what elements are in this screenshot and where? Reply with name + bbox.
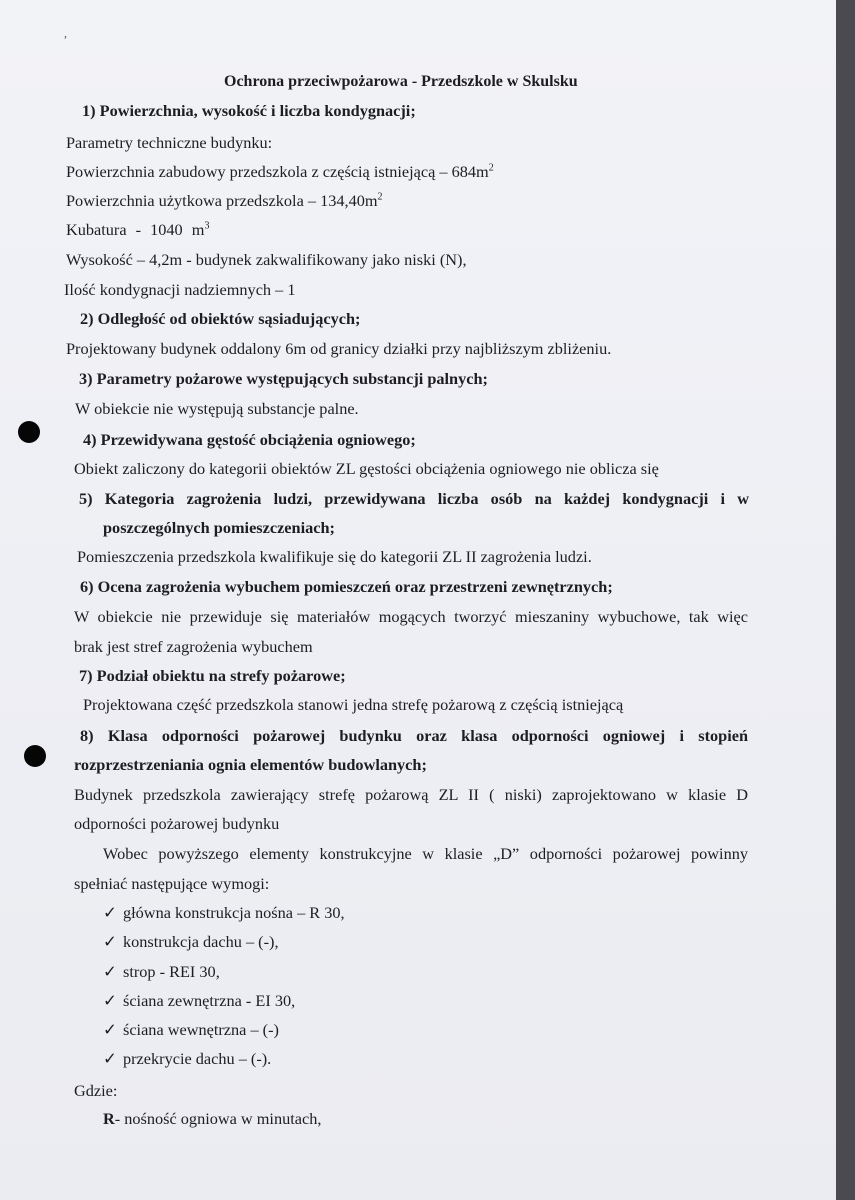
section-4-text: Obiekt zaliczony do kategorii obiektów ZL gęstości obciążenia ogniowego nie oblicza się [74,459,659,478]
area-usable-text: Powierzchnia użytkowa przedszkola – 134,40m [66,191,378,210]
check-mark-icon: ✓ [103,1049,117,1068]
area-built-text: Powierzchnia zabudowy przedszkola z częścią istniejącą – 684m [66,162,489,181]
where-label: Gdzie: [74,1081,118,1100]
document-title: Ochrona przeciwpożarowa - Przedszkole w Skulsku [224,73,578,90]
check-mark-icon: ✓ [103,962,117,981]
section-8-text-line-2: odporności pożarowej budynku [74,814,280,833]
section-3-text: W obiekcie nie występują substancje palne. [75,399,359,418]
section-5-text: Pomieszczenia przedszkola kwalifikuje się do kategorii ZL II zagrożenia ludzi. [77,547,592,566]
check-mark-icon: ✓ [103,903,117,922]
volume-exponent: 3 [204,220,210,232]
section-7-text: Projektowana część przedszkola stanowi jedna strefę pożarową z częścią istniejącą [83,695,624,714]
check-mark-icon: ✓ [103,1020,117,1039]
checklist-item-text: ściana wewnętrzna – (-) [123,1020,279,1039]
legend-r [103,1109,321,1129]
checklist-item [103,903,345,923]
section-8-heading-line-2: rozprzestrzeniania ognia elementów budowlanych; [74,755,427,774]
section-8-paragraph-2-line-2: spełniać następujące wymogi: [74,874,270,893]
checklist-item-text: przekrycie dachu – (-). [123,1049,272,1068]
section-2-heading: 2) Odległość od obiektów sąsiadujących; [80,309,361,328]
area-usable-exponent: 2 [377,191,383,203]
area-built-exponent: 2 [488,162,494,174]
scan-mark: , [64,26,67,40]
section-1-volume [66,220,209,240]
section-1-height: Wysokość – 4,2m - budynek zakwalifikowany jako niski (N), [66,250,467,269]
checklist-item [103,991,295,1011]
section-6-heading: 6) Ocena zagrożenia wybuchem pomieszczeń oraz przestrzeni zewnętrznych; [80,577,613,596]
section-8-heading-line-1: 8) Klasa odporności pożarowej budynku oraz klasa odporności ogniowej i stopień [80,726,748,745]
section-4-heading: 4) Przewidywana gęstość obciążenia ogniowego; [83,430,416,449]
check-mark-icon: ✓ [103,991,117,1010]
section-6-text-line-1: W obiekcie nie przewiduje się materiałów mogących tworzyć mieszaniny wybuchowe, tak więc [74,607,748,626]
checklist-item [103,1020,279,1040]
section-3-heading: 3) Parametry pożarowe występujących substancji palnych; [79,369,488,388]
checklist-item-text: strop - REI 30, [123,962,220,981]
section-1-area-built [66,162,494,182]
punch-hole-bottom [24,745,46,767]
check-mark-icon: ✓ [103,932,117,951]
checklist-item [103,932,279,952]
section-8-text-line-1: Budynek przedszkola zawierający strefę pożarową ZL II ( niski) zaprojektowano w klasie D [74,785,748,804]
section-7-heading: 7) Podział obiektu na strefy pożarowe; [79,666,346,685]
section-1-heading: 1) Powierzchnia, wysokość i liczba kondygnacji; [82,101,416,120]
scanner-edge [836,0,855,1200]
section-5-heading-line-2: poszczególnych pomieszczeniach; [103,518,335,537]
section-5-heading-line-1: 5) Kategoria zagrożenia ludzi, przewidywana liczba osób na każdej kondygnacji i w [79,489,749,508]
checklist-item-text: konstrukcja dachu – (-), [123,932,279,951]
legend-r-text: - nośność ogniowa w minutach, [114,1109,322,1128]
section-1-area-usable [66,191,383,211]
section-1-storeys: Ilość kondygnacji nadziemnych – 1 [64,280,296,299]
section-6-text-line-2: brak jest stref zagrożenia wybuchem [74,637,313,656]
checklist-item [103,1049,271,1069]
checklist-item [103,962,220,982]
section-2-text: Projektowany budynek oddalony 6m od granicy działki przy najbliższym zbliżeniu. [66,339,612,358]
section-1-intro: Parametry techniczne budynku: [66,133,273,152]
punch-hole-top [18,421,40,443]
section-8-paragraph-2-line-1: Wobec powyższego elementy konstrukcyjne w klasie „D” odporności pożarowej powinny [103,844,748,863]
checklist-item-text: ściana zewnętrzna - EI 30, [123,991,296,1010]
legend-r-key: R [103,1109,115,1128]
volume-text: Kubatura - 1040 m [66,220,205,239]
checklist-item-text: główna konstrukcja nośna – R 30, [123,903,345,922]
